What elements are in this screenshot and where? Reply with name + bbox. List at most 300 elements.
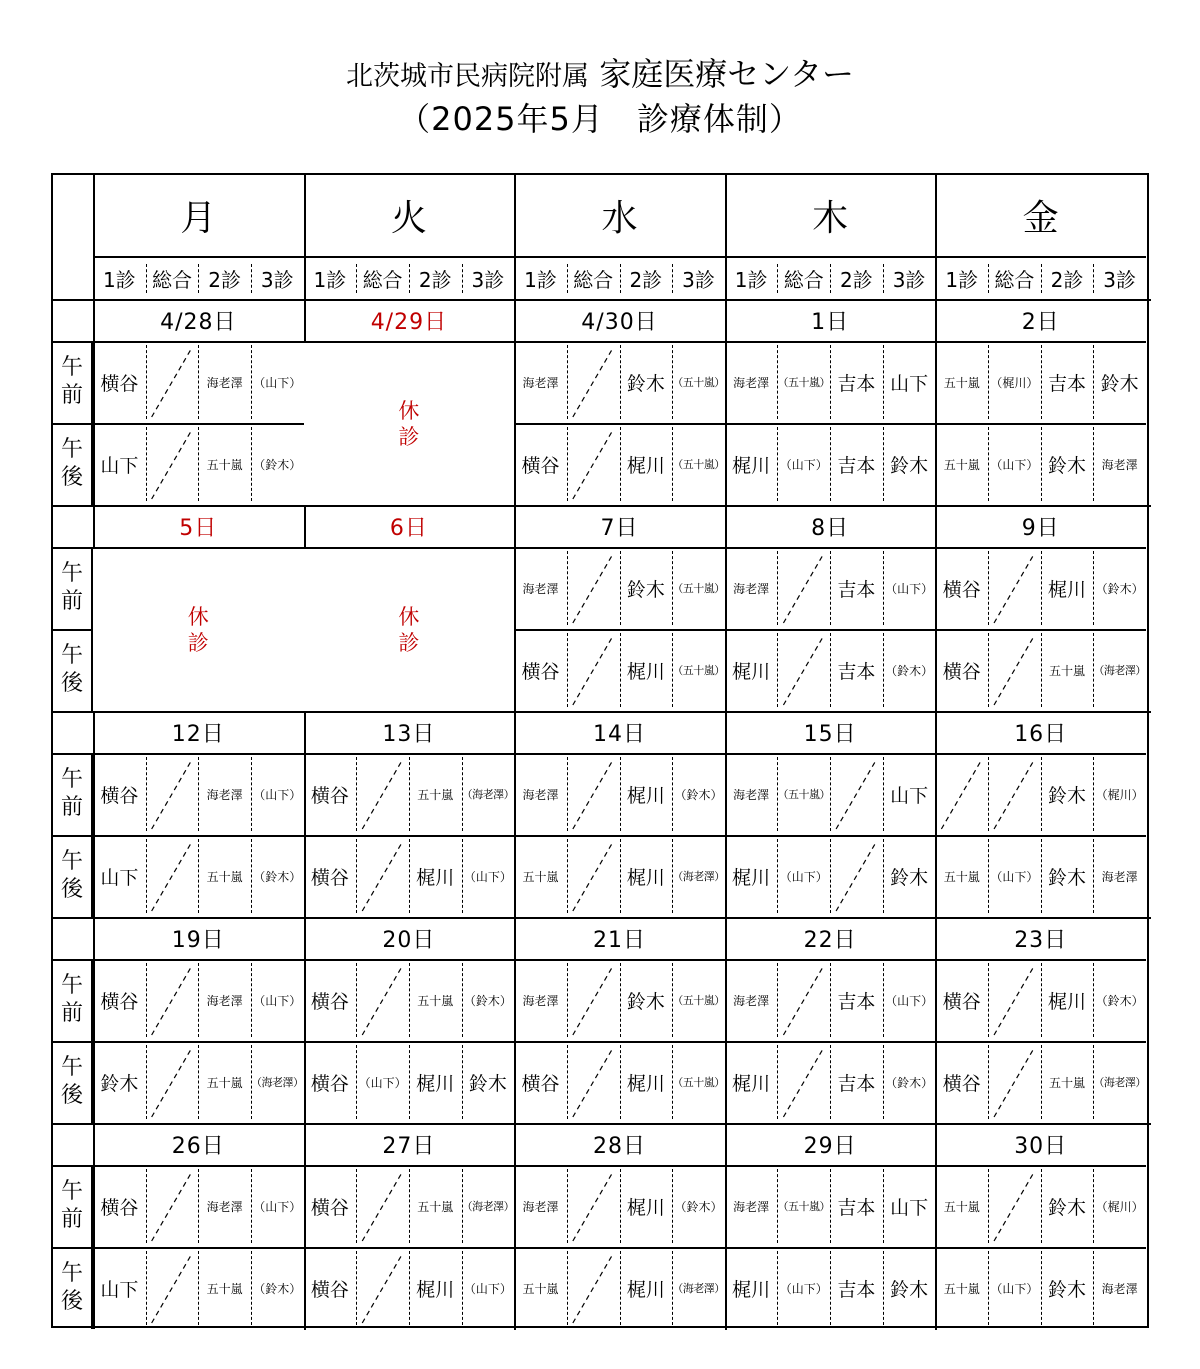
doctor-cell: 横谷 — [310, 1196, 349, 1219]
clinic-column-header: 1診 — [734, 268, 768, 292]
date-cell: 29日 — [803, 1133, 857, 1159]
doctor-cell: 横谷 — [942, 990, 981, 1013]
row-label-am — [53, 753, 93, 835]
date-cell: 14日 — [592, 721, 646, 747]
clinic-divider — [567, 757, 568, 831]
date-cell: 9日 — [1021, 515, 1060, 541]
row-label-am — [53, 1165, 93, 1247]
doctor-cell: 山下 — [890, 1196, 929, 1219]
doctor-cell: （山下） — [990, 1281, 1039, 1296]
clinic-column-header: 総合 — [362, 268, 403, 292]
closed-char: 診 — [398, 631, 420, 655]
closed-char: 休 — [398, 399, 420, 423]
doctor-cell: 梶川 — [416, 1278, 455, 1301]
clinic-column-header: 総合 — [151, 268, 192, 292]
doctor-cell: 山下 — [100, 1278, 139, 1301]
row-label-am — [53, 959, 93, 1041]
no-session-slash — [152, 965, 193, 1035]
doctor-cell: 梶川 — [732, 454, 771, 477]
schedule-table — [51, 173, 1149, 1328]
doctor-cell: 横谷 — [310, 866, 349, 889]
doctor-cell: 鈴木 — [626, 578, 665, 601]
doctor-cell: （鈴木） — [253, 1281, 302, 1296]
doctor-cell: 海老澤 — [733, 581, 770, 596]
clinic-divider — [567, 963, 568, 1037]
doctor-cell: 鈴木 — [1048, 784, 1087, 807]
date-cell: 15日 — [803, 721, 857, 747]
label-row-divider — [53, 629, 93, 631]
clinic-column-header: 2診 — [840, 268, 873, 292]
closed-notice — [93, 549, 304, 711]
no-session-slash — [152, 1047, 193, 1117]
no-session-slash — [994, 635, 1035, 705]
clinic-divider — [567, 1169, 568, 1243]
doctor-cell: （山下） — [779, 869, 828, 884]
no-session-slash — [994, 1171, 1035, 1241]
doctor-cell: 吉本 — [837, 1072, 876, 1095]
doctor-cell: 海老澤 — [1101, 869, 1138, 884]
doctor-cell: （山下） — [990, 869, 1039, 884]
no-session-slash — [573, 1047, 614, 1117]
weekday-header: 月 — [93, 175, 304, 258]
clinic-column-header: 総合 — [783, 268, 824, 292]
row-label-char: 午 — [60, 355, 83, 380]
clinic-divider — [567, 551, 568, 625]
clinic-divider — [356, 757, 357, 831]
date-cell: 4/28日 — [160, 309, 237, 335]
doctor-cell: 鈴木 — [468, 1072, 507, 1095]
doctor-cell: （鈴木） — [885, 663, 934, 678]
closed-char: 休 — [398, 605, 420, 629]
clinic-column-header: 1診 — [313, 268, 347, 292]
doctor-cell: 梶川 — [416, 1072, 455, 1095]
doctor-cell: 海老澤 — [206, 993, 243, 1008]
clinic-column-header: 1診 — [524, 268, 557, 292]
page-title — [0, 52, 1200, 99]
doctor-cell: （山下） — [463, 869, 512, 884]
doctor-cell: 山下 — [890, 784, 929, 807]
row-label-am — [53, 547, 93, 629]
doctor-cell: 鈴木 — [890, 1278, 929, 1301]
doctor-cell: 横谷 — [100, 990, 139, 1013]
doctor-cell: 海老澤 — [206, 375, 243, 390]
doctor-cell: （梶川） — [1095, 787, 1144, 802]
no-session-slash — [152, 1253, 193, 1323]
no-session-slash — [573, 347, 614, 417]
row-label-pm — [53, 1041, 93, 1123]
clinic-divider — [567, 839, 568, 913]
row-label-pm — [53, 629, 93, 711]
doctor-cell: 横谷 — [942, 578, 981, 601]
doctor-cell: 梶川 — [732, 1278, 771, 1301]
doctor-cell: （五十嵐） — [777, 376, 830, 389]
clinic-divider — [146, 839, 147, 913]
doctor-cell: 海老澤 — [522, 787, 559, 802]
doctor-cell: 吉本 — [837, 990, 876, 1013]
clinic-divider — [146, 345, 147, 419]
no-session-slash — [573, 841, 614, 911]
label-row-divider — [53, 1247, 93, 1249]
doctor-cell: 海老澤 — [206, 787, 243, 802]
no-session-slash — [362, 1253, 403, 1323]
no-session-slash — [573, 759, 614, 829]
row-label-am — [53, 341, 93, 423]
doctor-cell: 横谷 — [100, 784, 139, 807]
weekday-header: 火 — [304, 175, 515, 258]
clinic-divider — [567, 427, 568, 501]
doctor-cell: （五十嵐） — [672, 458, 725, 471]
doctor-cell: （山下） — [990, 457, 1039, 472]
doctor-cell: 五十嵐 — [943, 1281, 980, 1296]
doctor-cell: 海老澤 — [733, 1199, 770, 1214]
doctor-cell: 吉本 — [837, 1278, 876, 1301]
clinic-divider — [356, 1251, 357, 1325]
label-row-divider — [53, 1165, 93, 1167]
row-label-char: 前 — [60, 795, 83, 820]
clinic-column-header: 2診 — [1050, 268, 1084, 292]
no-session-slash — [362, 841, 403, 911]
doctor-cell: 梶川 — [626, 1072, 665, 1095]
clinic-divider — [356, 963, 357, 1037]
row-label-pm — [53, 423, 93, 505]
date-cell: 21日 — [592, 927, 646, 953]
doctor-cell: （山下） — [253, 787, 302, 802]
no-session-slash — [994, 759, 1035, 829]
clinic-divider — [146, 1045, 147, 1119]
doctor-cell: 海老澤 — [522, 1199, 559, 1214]
doctor-cell: 梶川 — [626, 1196, 665, 1219]
doctor-cell: （山下） — [885, 993, 934, 1008]
doctor-cell: （鈴木） — [674, 1199, 723, 1214]
no-session-slash — [994, 1047, 1035, 1117]
doctor-cell: （海老澤） — [461, 1200, 515, 1213]
doctor-cell: 横谷 — [521, 1072, 560, 1095]
doctor-cell: 五十嵐 — [417, 1199, 454, 1214]
clinic-divider — [356, 839, 357, 913]
doctor-cell: 鈴木 — [1048, 1278, 1087, 1301]
clinic-column-header: 3診 — [892, 268, 926, 292]
doctor-cell: 五十嵐 — [522, 869, 559, 884]
no-session-slash — [573, 1253, 614, 1323]
doctor-cell: 鈴木 — [626, 372, 665, 395]
no-session-slash — [573, 965, 614, 1035]
row-label-pm — [53, 1247, 93, 1329]
doctor-cell: 梶川 — [1048, 578, 1087, 601]
doctor-cell: 鈴木 — [1048, 1196, 1087, 1219]
doctor-cell: 鈴木 — [1048, 454, 1087, 477]
clinic-divider — [567, 345, 568, 419]
doctor-cell: 梶川 — [1048, 990, 1087, 1013]
no-session-slash — [994, 965, 1035, 1035]
date-cell: 16日 — [1014, 721, 1068, 747]
center-name: 家庭医療センター — [599, 55, 854, 93]
date-cell: 20日 — [382, 927, 436, 953]
doctor-cell: （五十嵐） — [672, 1076, 725, 1089]
row-label-char: 午 — [60, 1261, 83, 1286]
clinic-divider — [988, 757, 989, 831]
doctor-cell: （山下） — [358, 1075, 407, 1090]
doctor-cell: （鈴木） — [253, 869, 302, 884]
clinic-divider — [567, 1251, 568, 1325]
doctor-cell: 吉本 — [837, 454, 876, 477]
date-cell: 4/30日 — [581, 309, 658, 335]
row-label-char: 午 — [60, 767, 83, 792]
doctor-cell: 五十嵐 — [206, 869, 243, 884]
doctor-cell: 梶川 — [732, 660, 771, 683]
doctor-cell: （五十嵐） — [672, 994, 725, 1007]
doctor-cell: 海老澤 — [522, 581, 559, 596]
no-session-slash — [783, 1047, 824, 1117]
doctor-cell: （山下） — [463, 1281, 512, 1296]
row-label-char: 後 — [60, 671, 83, 696]
label-row-divider — [53, 835, 93, 837]
label-row-divider — [53, 341, 93, 343]
no-session-slash — [783, 965, 824, 1035]
doctor-cell: 鈴木 — [100, 1072, 139, 1095]
no-session-slash — [783, 553, 824, 623]
doctor-cell: （山下） — [253, 375, 302, 390]
doctor-cell: 梶川 — [626, 1278, 665, 1301]
clinic-divider — [988, 1169, 989, 1243]
doctor-cell: 梶川 — [626, 866, 665, 889]
doctor-cell: （海老澤） — [461, 788, 515, 801]
no-session-slash — [152, 429, 193, 499]
doctor-cell: 梶川 — [626, 784, 665, 807]
doctor-cell: （鈴木） — [674, 787, 723, 802]
label-row-divider — [53, 423, 93, 425]
row-label-char: 前 — [60, 1001, 83, 1026]
label-row-divider — [53, 753, 93, 755]
schedule-period: （2025年5月 診療体制） — [398, 100, 802, 138]
doctor-cell: 海老澤 — [522, 375, 559, 390]
clinic-column-header: 3診 — [682, 268, 715, 292]
doctor-cell: 五十嵐 — [206, 1281, 243, 1296]
row-label-char: 午 — [60, 437, 83, 462]
row-label-char: 後 — [60, 1083, 83, 1108]
doctor-cell: 五十嵐 — [1049, 663, 1086, 678]
clinic-column-header: 3診 — [1103, 268, 1137, 292]
clinic-divider — [830, 757, 831, 831]
doctor-cell: 五十嵐 — [206, 457, 243, 472]
doctor-cell: 五十嵐 — [417, 993, 454, 1008]
doctor-cell: 五十嵐 — [943, 1199, 980, 1214]
no-session-slash — [783, 635, 824, 705]
doctor-cell: （鈴木） — [1095, 993, 1144, 1008]
date-cell: 28日 — [592, 1133, 646, 1159]
clinic-column-header: 2診 — [208, 268, 241, 292]
no-session-slash — [836, 759, 877, 829]
label-row-divider — [53, 959, 93, 961]
doctor-cell: 鈴木 — [890, 866, 929, 889]
weekday-header: 金 — [935, 175, 1146, 258]
row-label-char: 午 — [60, 1055, 83, 1080]
clinic-column-header: 3診 — [260, 268, 294, 292]
doctor-cell: 横谷 — [942, 660, 981, 683]
no-session-slash — [362, 759, 403, 829]
doctor-cell: （五十嵐） — [672, 582, 725, 595]
doctor-cell: （五十嵐） — [777, 1200, 830, 1213]
no-session-slash — [573, 1171, 614, 1241]
clinic-column-header: 1診 — [102, 268, 136, 292]
clinic-column-header: 総合 — [573, 268, 614, 292]
doctor-cell: 梶川 — [732, 866, 771, 889]
doctor-cell: 五十嵐 — [522, 1281, 559, 1296]
no-session-slash — [836, 841, 877, 911]
row-label-char: 午 — [60, 643, 83, 668]
doctor-cell: （梶川） — [990, 375, 1039, 390]
clinic-divider — [988, 963, 989, 1037]
clinic-divider — [146, 1169, 147, 1243]
clinic-divider — [777, 1045, 778, 1119]
row-label-char: 後 — [60, 1289, 83, 1314]
label-row-divider — [53, 547, 93, 549]
date-cell: 6日 — [389, 515, 428, 541]
no-session-slash — [994, 553, 1035, 623]
doctor-cell: 吉本 — [837, 372, 876, 395]
doctor-cell: （山下） — [253, 1199, 302, 1214]
clinic-column-header: 2診 — [629, 268, 663, 292]
no-session-slash — [573, 635, 614, 705]
doctor-cell: 海老澤 — [1101, 457, 1138, 472]
row-label-char: 前 — [60, 383, 83, 408]
date-cell: 13日 — [382, 721, 436, 747]
row-label-char: 後 — [60, 465, 83, 490]
row-label-char: 後 — [60, 877, 83, 902]
doctor-cell: （海老澤） — [672, 1282, 725, 1295]
doctor-cell: （海老澤） — [1093, 1076, 1146, 1089]
date-cell: 22日 — [803, 927, 857, 953]
clinic-divider — [146, 427, 147, 501]
date-cell: 12日 — [171, 721, 225, 747]
date-cell: 2日 — [1021, 309, 1060, 335]
doctor-cell: 横谷 — [310, 1072, 349, 1095]
clinic-divider — [146, 963, 147, 1037]
doctor-cell: （鈴木） — [885, 1075, 934, 1090]
row-label-char: 午 — [60, 973, 83, 998]
doctor-cell: 吉本 — [837, 1196, 876, 1219]
clinic-divider — [988, 1045, 989, 1119]
doctor-cell: 五十嵐 — [206, 1075, 243, 1090]
clinic-divider — [830, 839, 831, 913]
doctor-cell: 鈴木 — [890, 454, 929, 477]
doctor-cell: 鈴木 — [1100, 372, 1139, 395]
doctor-cell: （梶川） — [1095, 1199, 1144, 1214]
doctor-cell: 五十嵐 — [943, 457, 980, 472]
doctor-cell: 五十嵐 — [943, 869, 980, 884]
weekday-header: 水 — [514, 175, 725, 258]
doctor-cell: （鈴木） — [463, 993, 512, 1008]
doctor-cell: （海老澤） — [1093, 664, 1146, 677]
no-session-slash — [152, 759, 193, 829]
no-session-slash — [573, 553, 614, 623]
date-cell: 5日 — [179, 515, 218, 541]
clinic-column-header: 総合 — [994, 268, 1035, 292]
date-cell: 4/29日 — [370, 309, 448, 335]
clinic-divider — [356, 1169, 357, 1243]
doctor-cell: 海老澤 — [733, 375, 770, 390]
doctor-cell: 横谷 — [100, 372, 139, 395]
doctor-cell: 海老澤 — [522, 993, 559, 1008]
date-cell: 30日 — [1014, 1133, 1068, 1159]
doctor-cell: （山下） — [779, 1281, 828, 1296]
doctor-cell: 海老澤 — [733, 787, 770, 802]
doctor-cell: 横谷 — [521, 660, 560, 683]
doctor-cell: （山下） — [253, 993, 302, 1008]
doctor-cell: （海老澤） — [251, 1076, 304, 1089]
closed-notice — [304, 343, 515, 505]
clinic-divider — [988, 633, 989, 707]
closed-notice — [304, 549, 515, 711]
row-label-char: 前 — [60, 1207, 83, 1232]
doctor-cell: 梶川 — [626, 454, 665, 477]
date-cell: 27日 — [382, 1133, 436, 1159]
no-session-slash — [362, 965, 403, 1035]
no-session-slash — [362, 1171, 403, 1241]
closed-char: 診 — [398, 425, 420, 449]
clinic-divider — [146, 1251, 147, 1325]
doctor-cell: 吉本 — [837, 578, 876, 601]
doctor-cell: 山下 — [890, 372, 929, 395]
clinic-column-header: 1診 — [945, 268, 979, 292]
clinic-divider — [988, 551, 989, 625]
doctor-cell: （五十嵐） — [777, 788, 830, 801]
clinic-divider — [777, 551, 778, 625]
row-label-char: 午 — [60, 849, 83, 874]
row-label-char: 前 — [60, 589, 83, 614]
clinic-divider — [777, 963, 778, 1037]
doctor-cell: （五十嵐） — [672, 376, 725, 389]
clinic-divider — [146, 757, 147, 831]
doctor-cell: 横谷 — [521, 454, 560, 477]
doctor-cell: 横谷 — [942, 1072, 981, 1095]
org-name: 北茨城市民病院附属 — [346, 61, 590, 92]
row-label-char: 午 — [60, 561, 83, 586]
date-cell: 7日 — [600, 515, 639, 541]
doctor-cell: 海老澤 — [206, 1199, 243, 1214]
clinic-column-header: 3診 — [471, 268, 505, 292]
doctor-cell: （鈴木） — [1095, 581, 1144, 596]
label-row-divider — [53, 1041, 93, 1043]
no-session-slash — [152, 1171, 193, 1241]
no-session-slash — [152, 841, 193, 911]
doctor-cell: 五十嵐 — [1049, 1075, 1086, 1090]
weekday-header: 木 — [725, 175, 936, 258]
clinic-divider — [567, 633, 568, 707]
doctor-cell: （鈴木） — [253, 457, 302, 472]
doctor-cell: 山下 — [100, 454, 139, 477]
closed-char: 診 — [187, 631, 209, 655]
doctor-cell: （五十嵐） — [672, 664, 725, 677]
doctor-cell: 鈴木 — [626, 990, 665, 1013]
doctor-cell: （山下） — [779, 457, 828, 472]
doctor-cell: （海老澤） — [672, 870, 725, 883]
clinic-divider — [777, 633, 778, 707]
row-label-pm — [53, 835, 93, 917]
doctor-cell: 五十嵐 — [417, 787, 454, 802]
doctor-cell: 鈴木 — [1048, 866, 1087, 889]
doctor-cell: 海老澤 — [1101, 1281, 1138, 1296]
doctor-cell: 梶川 — [626, 660, 665, 683]
doctor-cell: 横谷 — [100, 1196, 139, 1219]
clinic-divider — [567, 1045, 568, 1119]
doctor-cell: 横谷 — [310, 990, 349, 1013]
doctor-cell: 吉本 — [837, 660, 876, 683]
date-cell: 8日 — [811, 515, 850, 541]
date-cell: 26日 — [171, 1133, 225, 1159]
doctor-cell: 横谷 — [310, 1278, 349, 1301]
doctor-cell: 横谷 — [310, 784, 349, 807]
no-session-slash — [941, 759, 982, 829]
